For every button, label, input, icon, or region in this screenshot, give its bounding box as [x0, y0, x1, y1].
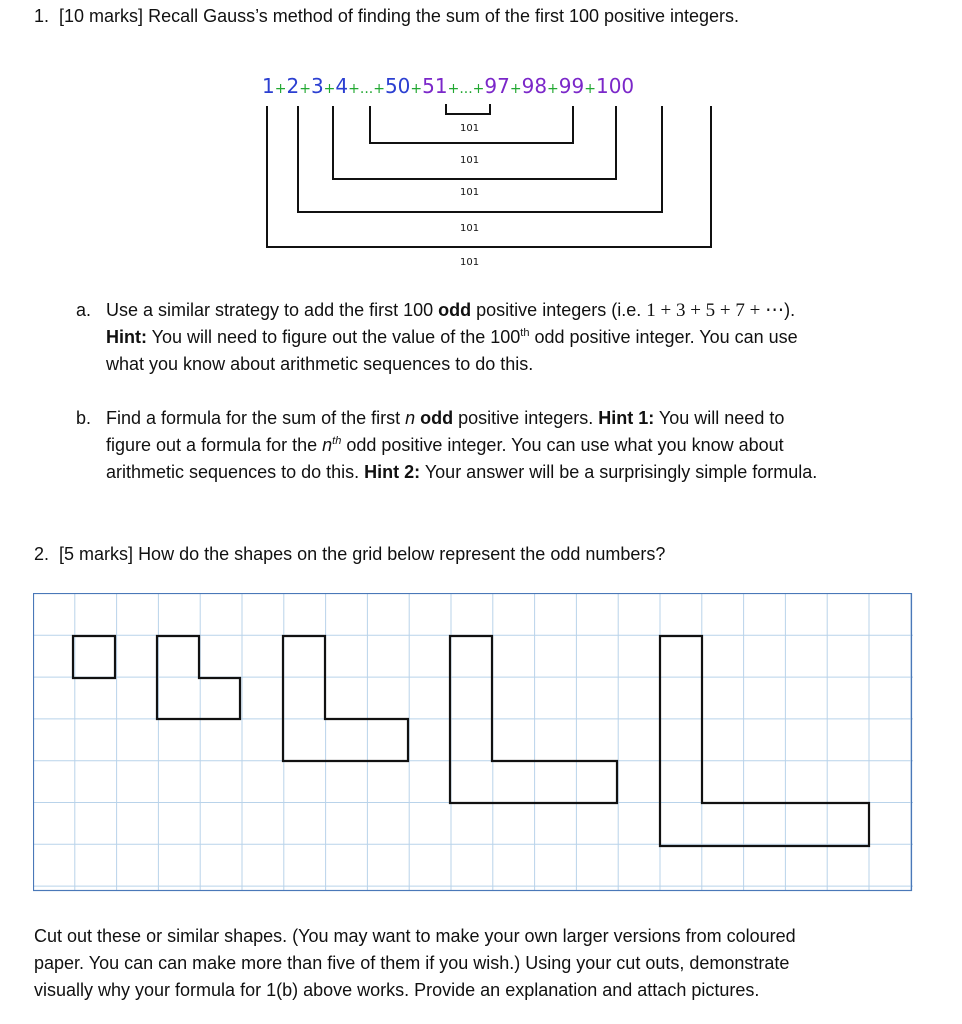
pair-sum-label: 101	[460, 123, 480, 134]
part-a-text: Use a similar strategy to add the first 100 odd positive integers (i.e. 1 + 3 + 5 + 7 + ⋯). Hint: You will need to figure out the value of the 100th odd positive integer. You can use what you know about arithmetic sequences to do this.	[106, 300, 798, 374]
marks: [5 marks]	[59, 544, 134, 564]
odd-shape-9	[660, 636, 869, 846]
plus-sign: +	[274, 81, 287, 97]
pair-sum-label: 101	[460, 223, 480, 234]
sequence-term: 98	[521, 74, 548, 98]
plus-sign: +	[509, 81, 522, 97]
pair-sum-label: 101	[460, 187, 480, 198]
gauss-pairing-diagram	[0, 100, 962, 270]
plus-sign: +	[299, 81, 311, 97]
plus-sign: +	[410, 81, 423, 97]
question-text: Recall Gauss’s method of finding the sum of the first 100 positive integers.	[148, 6, 740, 26]
sequence-term: 100	[595, 74, 635, 98]
sequence-term: 4	[335, 74, 349, 98]
plus-sign: +	[323, 81, 336, 97]
pair-sum-label: 101	[460, 257, 480, 268]
bracket-50-51	[446, 104, 490, 114]
part-letter: b.	[76, 408, 92, 428]
odd-number-grid	[33, 593, 913, 893]
odd-series: 1 + 3 + 5 + 7 + ⋯	[646, 300, 785, 321]
sequence-term: 3	[310, 74, 324, 98]
sequence-term: 99	[558, 74, 585, 98]
sequence-term: 50	[384, 74, 411, 98]
hint-label: Hint 2:	[364, 462, 421, 482]
part-a	[76, 297, 91, 324]
sequence-term: 2	[286, 74, 300, 98]
sequence-term: 1	[262, 74, 275, 98]
part-b	[76, 405, 91, 432]
part-b-text: Find a formula for the sum of the first n odd positive integers. Hint 1: You will need to figure out a formula for the $n^{th}$ odd positive integer. You can use what you know about arithmetic sequences to do this. Hint 2: Your answer will be a surprisingly simple formula.	[106, 408, 818, 482]
plus-sign: +	[584, 81, 596, 97]
hint-label: Hint:	[106, 327, 147, 347]
question-number: 1.	[34, 6, 50, 26]
sequence-term: 97	[484, 74, 510, 98]
odd-shape-1	[73, 636, 115, 678]
sequence-term: 51	[422, 74, 448, 98]
bracket-2-99	[298, 106, 662, 212]
plus-sign: +...+	[348, 81, 385, 97]
odd-shape-7	[450, 636, 617, 803]
hint-label: Hint 1:	[598, 408, 655, 428]
part-letter: a.	[76, 300, 92, 320]
closing-instructions: Cut out these or similar shapes. (You may want to make your own larger versions from coloured paper. You can can make more than five of them if you wish.) Using your cut outs, demonstrate visually why your formula for 1(b) above works. Provide an explanation and attach pictures.	[34, 926, 796, 1000]
gauss-sequence-text	[262, 74, 634, 98]
pair-sum-label: 101	[460, 155, 480, 166]
odd-shape-5	[283, 636, 408, 761]
plus-sign: +	[547, 81, 559, 97]
marks: [10 marks]	[59, 6, 144, 26]
question-number: 2.	[34, 544, 50, 564]
question-text: How do the shapes on the grid below represent the odd numbers?	[138, 544, 666, 564]
question-1-heading	[34, 3, 739, 30]
question-2-heading	[34, 541, 665, 568]
plus-sign: +...+	[447, 81, 485, 97]
